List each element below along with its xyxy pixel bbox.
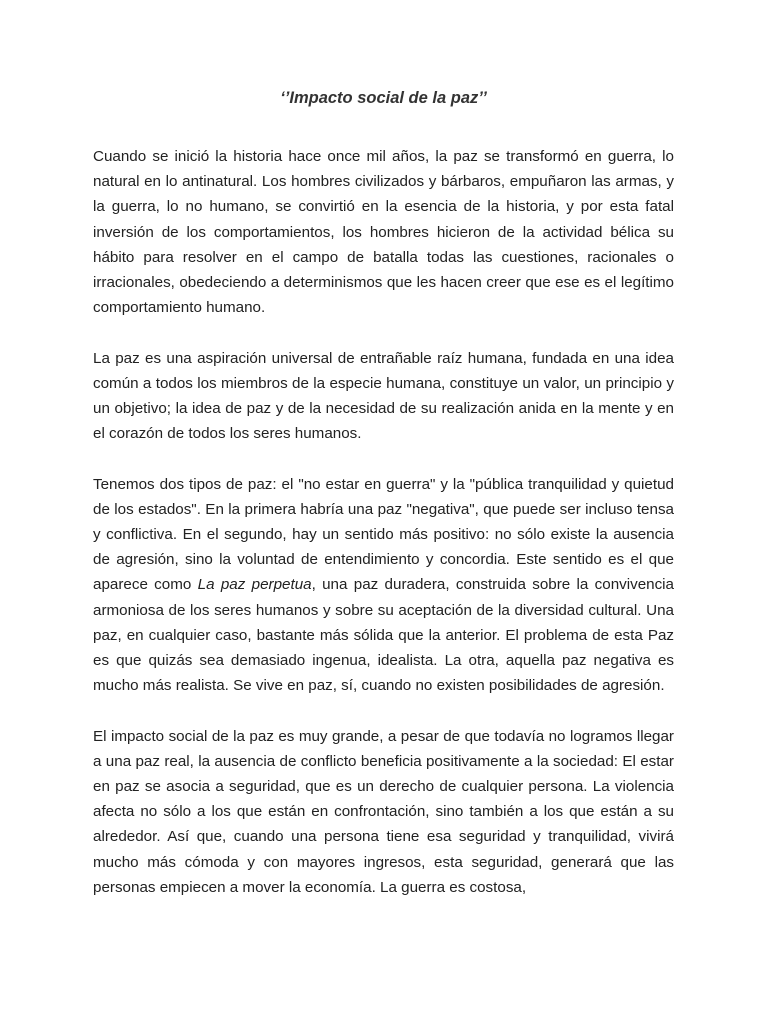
paragraph-1: Cuando se inició la historia hace once mil años, la paz se transformó en guerra, lo natural en lo antinatural. Los hombres civilizados y bárbaros, empuñaron las armas, y la guerra, lo no humano, se convirtió en la esencia de la historia, y por esta fatal inversión de los comportamientos, los hombres hicieron de la actividad bélica su hábito para resolver en el campo de batalla todas las cuestiones, racionales o irracionales, obedeciendo a determinismos que les hacen creer que ese es el legítimo comportamiento humano.: [93, 148, 674, 317]
paragraph-3: [93, 472, 674, 699]
paragraph-3-emphasis: La paz perpetua: [197, 576, 312, 594]
paragraph-2: La paz es una aspiración universal de entrañable raíz humana, fundada en una idea común a todos los miembros de la especie humana, constituye un valor, un principio y un objetivo; la idea de paz y de la necesidad de su realización anida en la mente y en el corazón de todos los seres humanos.: [93, 349, 674, 443]
paragraph-4: El impacto social de la paz es muy grande, a pesar de que todavía no logramos llegar a una paz real, la ausencia de conflicto beneficia positivamente a la sociedad: El estar en paz se asocia a seguridad, que es un derecho de cualquier persona. La violencia afecta no sólo a los que están en confrontación, sino también a los que están a su alrededor. Así que, cuando una persona tiene esa seguridad y tranquilidad, vivirá mucho más cómoda y con mayores ingresos, esta seguridad, generará que las personas empiecen a mover la economía. La guerra es costosa,: [93, 727, 674, 896]
document-title: ‘’Impacto social de la paz’’: [280, 89, 487, 107]
paragraph-3-text-after: , una paz duradera, construida sobre la convivencia armoniosa de los seres humanos y sobre su aceptación de la diversidad cultural. Una paz, en cualquier caso, bastante más sólida que la anterior. El problema de esta Paz es que quizás sea demasiado ingenua, idealista. La otra, aquella paz negativa es mucho más realista. Se vive en paz, sí, cuando no existen posibilidades de agresión.: [93, 576, 675, 695]
paragraph-3-text-before: Tenemos dos tipos de paz: el "no estar en guerra" y la "pública tranquilidad y quietud de los estados". En la primera habría una paz "negativa", que puede ser incluso tensa y conflictiva. En el segundo, hay un sentido más positivo: no sólo existe la ausencia de agresión, sino la voluntad de entendimiento y concordia. Este sentido es el que aparece como: [93, 475, 674, 594]
document-body: [93, 144, 674, 925]
